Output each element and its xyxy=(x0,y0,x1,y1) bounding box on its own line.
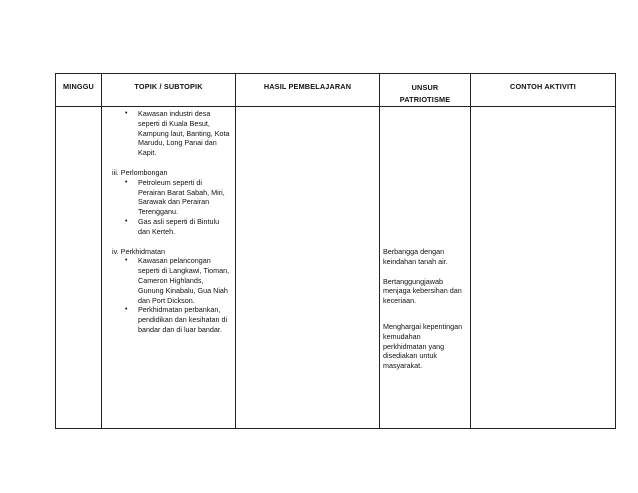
header-unsur xyxy=(380,74,471,107)
cell-hasil xyxy=(236,107,380,429)
list-item xyxy=(125,177,231,217)
header-unsur-line1: UNSUR xyxy=(411,83,439,92)
cell-unsur xyxy=(380,107,471,429)
section-iv-item-text: Perkhidmatan perbankan, pendidikan dan kesihatan di bandar dan di luar bandar. xyxy=(138,305,228,334)
section-iii-heading: iii. Perlombongan xyxy=(112,167,168,177)
header-minggu: MINGGU xyxy=(56,74,102,107)
table-header-row xyxy=(56,74,616,107)
table-row xyxy=(56,107,616,429)
intro-item-text: Kawasan industri desa seperti di Kuala Besut, Kampung laut, Banting, Kota Marudu, Long Panai dan Kapit. xyxy=(138,109,230,158)
list-item xyxy=(125,216,231,237)
cell-topik xyxy=(102,107,236,429)
section-iv-item-text: Kawasan pelancongan seperti di Langkawi, Tioman, Cameron Highlands, Gunung Kinabalu, Gua Niah dan Port Dickson. xyxy=(138,256,230,305)
header-hasil: HASIL PEMBELAJARAN xyxy=(236,74,380,107)
bullet-icon: • xyxy=(125,257,128,265)
section-iii-item-text: Gas asli seperti di Bintulu dan Kerteh. xyxy=(138,216,220,236)
bullet-icon: • xyxy=(125,178,128,186)
list-item xyxy=(125,256,231,305)
header-topik: TOPIK / SUBTOPIK xyxy=(102,74,236,107)
section-iv-heading: iv. Perkhidmatan xyxy=(112,246,165,256)
header-unsur-line2: PATRIOTISME xyxy=(399,95,451,104)
list-item xyxy=(125,109,231,158)
unsur-item: Bertanggungjawab menjaga kebersihan dan keceriaan. xyxy=(383,276,462,306)
lesson-plan-table xyxy=(55,73,616,429)
unsur-item: Menghargai kepentingan kemudahan perkhidmatan yang disediakan untuk masyarakat. xyxy=(383,321,463,371)
section-iii-item-text: Petroleum seperti di Perairan Barat Sabah, Miri, Sarawak dan Perairan Terengganu. xyxy=(138,177,225,217)
bullet-icon: • xyxy=(125,217,128,225)
section-iii-list xyxy=(112,178,231,237)
list-item xyxy=(125,305,231,334)
cell-minggu xyxy=(56,107,102,429)
cell-contoh xyxy=(471,107,616,429)
unsur-item: Berbangga dengan keindahan tanah air. xyxy=(383,247,448,266)
bullet-icon: • xyxy=(125,306,128,314)
intro-list xyxy=(112,109,231,158)
section-iv-list xyxy=(112,256,231,334)
header-contoh: CONTOH AKTIVITI xyxy=(471,74,616,107)
bullet-icon: • xyxy=(125,110,128,117)
